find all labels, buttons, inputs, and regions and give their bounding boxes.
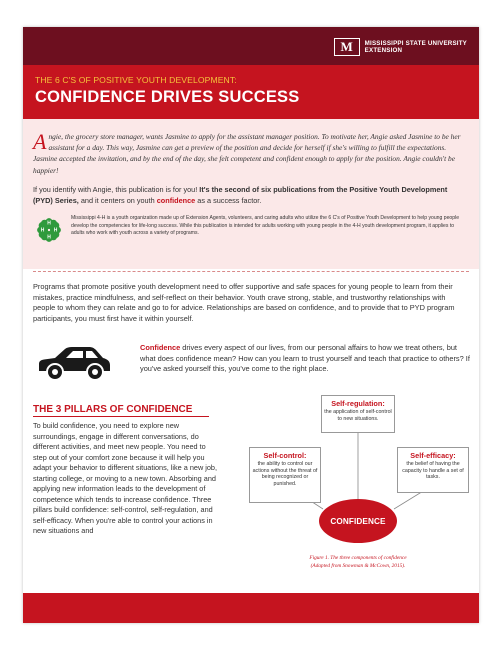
msu-logo-mark: M [334,38,360,56]
self-control-box [249,447,321,503]
figure-caption: Figure 1. The three components of confidence (Adapted from Snowman & McCown, 2015). [309,555,407,569]
confidence-question-paragraph: Confidence drives every aspect of our lives, from our personal affairs to how we treat others, but what does confidence mean? How can you learn to trust yourself and teach that practice to others? If you've asked yourself this, you've come to the right place. [140,343,470,374]
msu-extension-logo [334,38,467,56]
drop-cap: A [33,129,47,154]
self-efficacy-title: Self-efficacy: [410,451,456,460]
title-banner [23,65,479,119]
self-regulation-box [321,395,395,433]
pyd-programs-paragraph: Programs that promote positive youth development need to offer supportive and safe spaces for young people to learn from their mistakes, practice mindfulness, and self-reflect on their behavior. Youth crave strong, stable, and trustworthy relationships with people to whom they can relate and go to for advice. Relationships are based on confidence, and to provide that to PYD program participants, you must first have it within yourself. [33,282,455,323]
self-regulation-title: Self-regulation: [331,399,385,408]
series-kicker: THE 6 C'S OF POSITIVE YOUTH DEVELOPMENT: [35,75,237,85]
series-statement: If you identify with Angie, this publication is for you! It's the second of six publications from the Positive Youth Development (PYD) Series, and it centers on youth confidence as a success factor. [33,185,448,205]
4h-clover-icon [35,216,63,244]
top-header-bar [23,27,479,65]
self-efficacy-box [397,447,469,493]
footer-bar [23,593,479,623]
svg-text:H: H [47,234,51,241]
page-title: CONFIDENCE DRIVES SUCCESS [35,88,300,106]
4h-description: Mississippi 4-H is a youth organization made up of Extension Agents, volunteers, and caring adults who utilize the 6 C's of Positive Youth Development to help young people develop the competencies for life-long success. While this publication is intended for adults working with young people in the 4-H youth development program, it applies to adults who work with youth across a variety of programs. [71,215,460,237]
pillars-heading: THE 3 PILLARS OF CONFIDENCE [33,404,193,415]
confidence-center-oval: CONFIDENCE [319,499,397,543]
pillars-heading-rule [33,416,209,417]
intro-story: Angie, the grocery store manager, wants Jasmine to apply for the assistant manager position. To motivate her, Angie asked Jasmine to be her assistant for a day. This way, Jasmine can get a preview of the position and decide for herself if she's willing to fulfill the expectations. Jasmine accepted the invitation, and by the end of the day, she felt competent and confident enough to apply for the position. Angie couldn't be happier! [33,129,461,175]
document-page [23,27,479,623]
confidence-components-diagram [219,369,477,581]
intro-section [23,119,479,269]
pillars-paragraph: To build confidence, you need to explore new surroundings, engage in different conversations, do different activities, and meet new people. You need to step out of your comfort zone because it will help you adapt your behavior to different situations, like a new job, starting college, or moving to a new town. Absorbing and applying new information leads to the development of competence which tends to increase confidence. Three pillars build confidence: self-control, self-regulation, and self-efficacy. When you're able to control your actions in new situations and [33,421,218,536]
section-divider [33,271,469,272]
logo-extension-name: EXTENSION [364,47,403,54]
logo-university-name: MISSISSIPPI STATE UNIVERSITY [364,39,467,47]
svg-text:H: H [47,220,51,227]
self-efficacy-desc: the belief of having the capacity to handle a set of tasks. [402,461,464,481]
svg-text:H: H [53,227,58,234]
svg-text:H: H [40,227,45,234]
self-regulation-desc: the application of self-control to new situations. [324,409,392,422]
car-icon [35,343,113,383]
self-control-desc: the ability to control our actions without the threat of being recognized or punished. [252,461,318,487]
self-control-title: Self-control: [263,451,307,460]
